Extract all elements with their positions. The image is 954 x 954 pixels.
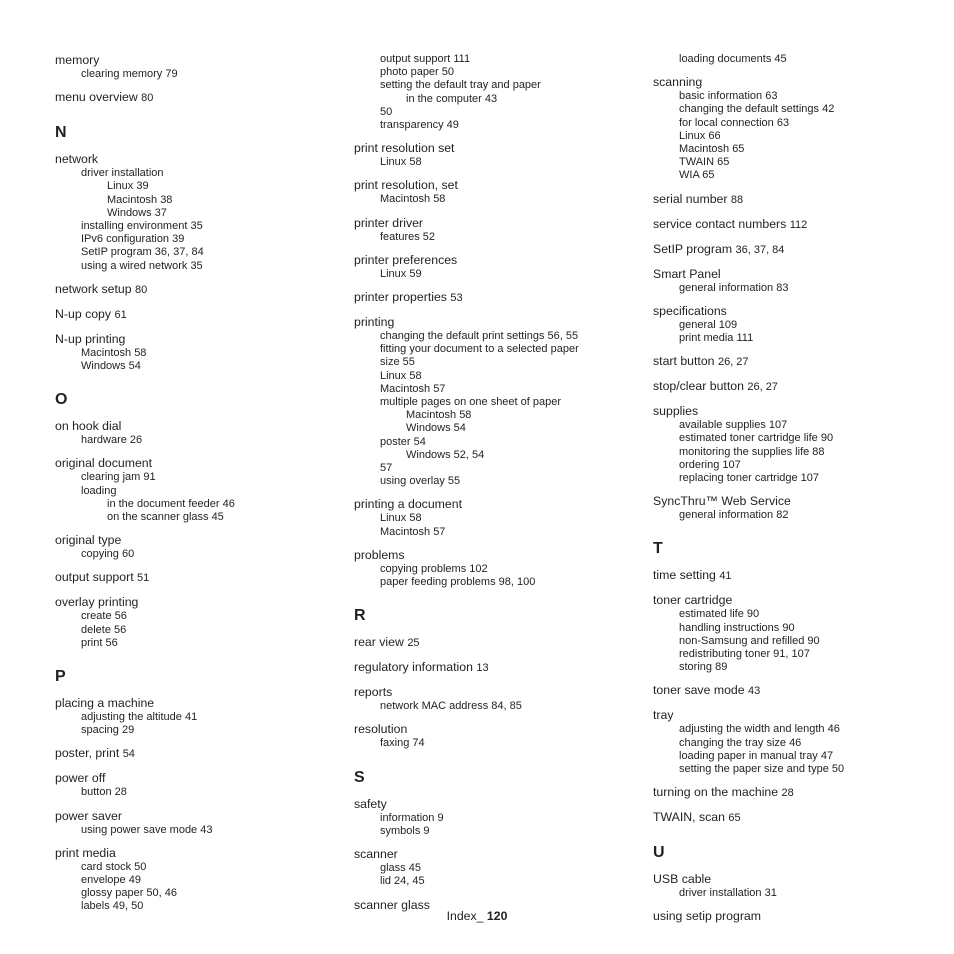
index-term xyxy=(55,90,345,106)
index-subentry: monitoring the supplies life 88 xyxy=(679,445,825,458)
index-term xyxy=(653,593,943,608)
index-subentry: envelope 49 xyxy=(81,874,141,887)
index-subsubentry: Macintosh 38 xyxy=(107,193,173,206)
index-subentry: redistributing toner 91, 107 xyxy=(679,648,810,661)
index-term-label: specifications xyxy=(653,303,727,318)
index-entry xyxy=(653,304,943,345)
index-entry xyxy=(653,683,943,699)
index-term xyxy=(653,242,943,258)
index-entry xyxy=(55,809,345,837)
index-term xyxy=(55,809,345,824)
index-subentry: print media 111 xyxy=(679,332,754,345)
index-term xyxy=(354,216,644,231)
index-term-label: printing a document xyxy=(354,497,463,512)
index-subsubentry: on the scanner glass 45 xyxy=(107,511,224,524)
index-term xyxy=(653,683,943,699)
index-subentry: glass 45 xyxy=(380,862,421,875)
index-subentry: copying problems 102 xyxy=(380,562,488,575)
index-term xyxy=(354,548,644,563)
index-term xyxy=(653,708,943,723)
section-letter: O xyxy=(55,391,68,409)
index-entry xyxy=(653,810,943,826)
index-entry xyxy=(653,267,943,295)
index-term xyxy=(55,595,345,610)
index-term-label: scanner xyxy=(354,847,398,862)
index-term-label: SyncThru™ Web Service xyxy=(653,494,791,509)
index-term xyxy=(653,404,943,419)
index-subentry: information 9 xyxy=(380,811,444,824)
index-subsubentry: in the document feeder 46 xyxy=(107,497,235,510)
index-entry xyxy=(354,635,644,651)
index-subentry: symbols 9 xyxy=(380,824,430,837)
index-term xyxy=(354,141,644,156)
index-subsubentry: Windows 52, 54 xyxy=(406,448,485,461)
index-term xyxy=(354,797,644,812)
index-subentry: paper feeding problems 98, 100 xyxy=(380,576,536,589)
index-subentry: adjusting the width and length 46 xyxy=(679,723,840,736)
index-column-1 xyxy=(55,53,345,923)
index-entry xyxy=(354,497,644,538)
index-term xyxy=(653,494,943,509)
index-entry xyxy=(55,53,345,81)
index-term-label: network xyxy=(55,152,99,167)
index-term xyxy=(653,304,943,319)
index-term xyxy=(653,810,943,826)
index-entry xyxy=(653,192,943,208)
index-subentry: for local connection 63 xyxy=(679,116,790,129)
index-entry xyxy=(55,152,345,273)
index-term-pages: 65 xyxy=(728,812,741,825)
index-entry xyxy=(354,53,644,132)
index-term-label: N-up printing xyxy=(55,331,126,346)
index-term-pages: 88 xyxy=(730,193,744,206)
index-term-label: using setip program xyxy=(653,909,761,924)
index-entry xyxy=(653,785,943,801)
index-term xyxy=(354,290,644,306)
index-subsubentry: Macintosh 58 xyxy=(406,409,472,422)
index-subentry: labels 49, 50 xyxy=(81,900,144,913)
index-subentry: Linux 58 xyxy=(380,156,422,169)
index-subentry: changing the default settings 42 xyxy=(679,103,835,116)
index-term xyxy=(55,456,345,471)
index-entry xyxy=(354,290,644,306)
index-entry xyxy=(653,568,943,584)
index-entry xyxy=(354,253,644,281)
section-letter: P xyxy=(55,668,66,686)
index-subsubentry: Linux 39 xyxy=(107,180,149,193)
index-entry xyxy=(653,354,943,370)
page-number: 120 xyxy=(486,909,508,923)
index-subentry: WIA 65 xyxy=(679,169,715,182)
index-term-pages: 51 xyxy=(137,572,150,585)
index-subentry: setting the paper size and type 50 xyxy=(679,763,845,776)
index-term-label: reports xyxy=(354,685,393,700)
index-subentry: estimated toner cartridge life 90 xyxy=(679,432,834,445)
index-entry xyxy=(354,216,644,244)
index-entry xyxy=(653,494,943,522)
index-subentry: IPv6 configuration 39 xyxy=(81,233,185,246)
index-term-label: network setup xyxy=(55,281,132,296)
index-term-label: printer preferences xyxy=(354,252,458,267)
index-term xyxy=(354,722,644,737)
index-term-label: overlay printing xyxy=(55,595,139,610)
index-entry xyxy=(354,141,644,169)
index-term xyxy=(653,267,943,282)
index-entry xyxy=(653,593,943,674)
index-term xyxy=(354,635,644,651)
index-subentry: Macintosh 57 xyxy=(380,525,446,538)
index-term-label: printer driver xyxy=(354,215,424,230)
index-subentry: fitting your document to a selected paper xyxy=(380,343,579,356)
index-entry xyxy=(55,533,345,561)
index-term-label: menu overview xyxy=(55,90,138,105)
index-term xyxy=(653,568,943,584)
index-term-label: print resolution, set xyxy=(354,178,458,193)
index-subentry: changing the tray size 46 xyxy=(679,736,802,749)
index-term-label: power off xyxy=(55,771,106,786)
index-subentry: storing 89 xyxy=(679,661,728,674)
index-term xyxy=(354,315,644,330)
index-term-label: toner cartridge xyxy=(653,593,733,608)
index-entry xyxy=(55,456,345,524)
index-term-label: resolution xyxy=(354,722,408,737)
index-subentry: copying 60 xyxy=(81,548,135,561)
index-term-label: scanner glass xyxy=(354,897,430,912)
index-entry xyxy=(55,90,345,106)
index-term-pages: 43 xyxy=(748,685,761,698)
index-subentry: create 56 xyxy=(81,610,127,623)
index-term xyxy=(55,332,345,347)
index-entry xyxy=(653,379,943,395)
index-subentry: Macintosh 58 xyxy=(380,193,446,206)
index-subentry: glossy paper 50, 46 xyxy=(81,887,178,900)
index-term-pages: 80 xyxy=(134,283,148,296)
index-subentry: button 28 xyxy=(81,786,127,799)
index-subentry: 50 xyxy=(380,105,393,118)
index-term xyxy=(653,192,943,208)
index-term xyxy=(354,685,644,700)
index-subentry: basic information 63 xyxy=(679,90,778,103)
index-term-label: poster, print xyxy=(55,746,120,761)
index-subentry: using overlay 55 xyxy=(380,475,461,488)
index-entry xyxy=(354,797,644,838)
index-term-label: turning on the machine xyxy=(653,785,779,800)
index-subentry: loading paper in manual tray 47 xyxy=(679,749,834,762)
index-term-pages: 28 xyxy=(781,787,794,800)
index-term-label: USB cable xyxy=(653,872,712,887)
index-entry xyxy=(55,419,345,447)
index-subentry: using power save mode 43 xyxy=(81,823,213,836)
index-term-label: problems xyxy=(354,547,405,562)
index-column-2 xyxy=(354,53,644,922)
index-term-label: rear view xyxy=(354,635,404,650)
index-subentry: changing the default print settings 56, 55 xyxy=(380,330,579,343)
index-subentry: Linux 58 xyxy=(380,369,422,382)
section-letter: T xyxy=(653,540,663,558)
index-subentry: general 109 xyxy=(679,318,738,331)
index-subentry: Macintosh 58 xyxy=(81,346,147,359)
index-entry xyxy=(55,332,345,373)
index-term xyxy=(354,253,644,268)
index-entry xyxy=(354,315,644,488)
index-entry xyxy=(55,307,345,323)
index-entry xyxy=(55,282,345,298)
index-term-pages: 41 xyxy=(719,570,732,583)
index-subentry: Linux 66 xyxy=(679,129,721,142)
index-subentry: installing environment 35 xyxy=(81,220,203,233)
index-term-pages: 26, 27 xyxy=(717,356,749,369)
index-term-label: tray xyxy=(653,708,674,723)
index-term-label: original type xyxy=(55,533,122,548)
index-term-pages: 25 xyxy=(407,637,420,650)
index-term xyxy=(55,533,345,548)
index-subentry: photo paper 50 xyxy=(380,66,455,79)
index-subentry: adjusting the altitude 41 xyxy=(81,711,198,724)
index-subentry: setting the default tray and paper xyxy=(380,79,541,92)
index-entry xyxy=(653,708,943,776)
index-term-label: print media xyxy=(55,845,116,860)
index-term xyxy=(354,847,644,862)
index-term-label: power saver xyxy=(55,808,122,823)
section-letter: U xyxy=(653,844,665,862)
index-term xyxy=(55,53,345,68)
index-term-label: scanning xyxy=(653,75,703,90)
section-letter: R xyxy=(354,607,366,625)
index-subsubentry: in the computer 43 xyxy=(406,92,498,105)
index-entry xyxy=(354,847,644,888)
index-subentry: size 55 xyxy=(380,356,415,369)
index-entry xyxy=(55,846,345,914)
index-term xyxy=(653,217,943,233)
index-term-label: regulatory information xyxy=(354,660,473,675)
index-subentry: lid 24, 45 xyxy=(380,875,425,888)
index-term xyxy=(653,785,943,801)
index-subentry: 57 xyxy=(380,462,393,475)
index-term-pages: 61 xyxy=(114,308,127,321)
index-term-label: Smart Panel xyxy=(653,266,721,281)
index-subentry: Windows 54 xyxy=(81,360,141,373)
index-subentry: TWAIN 65 xyxy=(679,156,730,169)
index-subentry: SetIP program 36, 37, 84 xyxy=(81,246,204,259)
index-term-label: stop/clear button xyxy=(653,379,744,394)
index-term xyxy=(55,419,345,434)
index-term-label: time setting xyxy=(653,568,716,583)
index-subentry: available supplies 107 xyxy=(679,419,788,432)
index-subentry: loading xyxy=(81,484,117,497)
index-term-pages: 112 xyxy=(789,218,808,231)
index-term-label: TWAIN, scan xyxy=(653,810,725,825)
index-term-pages: 54 xyxy=(122,748,135,761)
index-entry xyxy=(55,595,345,650)
index-entry xyxy=(55,570,345,586)
index-entry xyxy=(354,660,644,676)
index-subentry: Linux 59 xyxy=(380,267,422,280)
index-term-pages: 80 xyxy=(141,92,154,105)
index-term-label: placing a machine xyxy=(55,696,155,711)
index-subentry: poster 54 xyxy=(380,435,426,448)
index-term xyxy=(653,379,943,395)
index-subentry: features 52 xyxy=(380,230,436,243)
index-subentry: faxing 74 xyxy=(380,737,425,750)
index-term-label: SetIP program xyxy=(653,241,733,256)
index-term xyxy=(354,660,644,676)
section-letter: N xyxy=(55,124,67,142)
index-term xyxy=(354,178,644,193)
index-entry xyxy=(653,872,943,900)
index-term-label: print resolution set xyxy=(354,141,455,156)
index-subentry: loading documents 45 xyxy=(679,53,787,65)
index-term-label: supplies xyxy=(653,404,699,419)
index-subentry: Linux 58 xyxy=(380,512,422,525)
index-term-label: toner save mode xyxy=(653,683,745,698)
index-subsubentry: Windows 54 xyxy=(406,422,466,435)
index-subentry: transparency 49 xyxy=(380,119,459,132)
index-term-label: N-up copy xyxy=(55,306,112,321)
index-subentry: multiple pages on one sheet of paper xyxy=(380,396,562,409)
index-term-label: service contact numbers xyxy=(653,216,787,231)
index-subentry: Macintosh 57 xyxy=(380,382,446,395)
index-term-label: original document xyxy=(55,456,153,471)
index-subentry: clearing memory 79 xyxy=(81,68,178,80)
index-subentry: Macintosh 65 xyxy=(679,143,745,156)
index-term xyxy=(55,696,345,711)
index-subentry: replacing toner cartridge 107 xyxy=(679,472,820,485)
index-term-label: memory xyxy=(55,53,100,67)
index-subentry: estimated life 90 xyxy=(679,608,760,621)
footer-label: Index_ xyxy=(446,909,487,923)
index-term-pages: 53 xyxy=(450,292,463,305)
index-subentry: hardware 26 xyxy=(81,434,143,447)
index-term-pages: 36, 37, 84 xyxy=(735,243,785,256)
index-subentry: network MAC address 84, 85 xyxy=(380,700,522,713)
index-subentry: delete 56 xyxy=(81,623,127,636)
index-subentry: handling instructions 90 xyxy=(679,621,795,634)
index-subentry: clearing jam 91 xyxy=(81,471,156,484)
index-subentry: output support 111 xyxy=(380,53,471,65)
index-subentry: spacing 29 xyxy=(81,724,135,737)
index-term-label: output support xyxy=(55,570,134,585)
index-entry xyxy=(653,53,943,66)
index-term-label: printer properties xyxy=(354,290,447,305)
index-entry xyxy=(55,746,345,762)
index-subentry: ordering 107 xyxy=(679,458,741,471)
index-subsubentry: Windows 37 xyxy=(107,206,167,219)
index-entry xyxy=(354,178,644,206)
index-term-label: printing xyxy=(354,315,395,330)
index-term xyxy=(55,307,345,323)
index-term-label: on hook dial xyxy=(55,419,122,434)
index-subentry: driver installation xyxy=(81,167,164,180)
index-entry xyxy=(354,722,644,750)
index-term xyxy=(354,497,644,512)
index-entry xyxy=(653,242,943,258)
index-column-3 xyxy=(653,53,943,933)
index-subentry: using a wired network 35 xyxy=(81,259,203,272)
index-subentry: card stock 50 xyxy=(81,860,147,873)
index-term xyxy=(653,872,943,887)
index-term xyxy=(55,846,345,861)
index-term-label: serial number xyxy=(653,191,728,206)
index-term-label: start button xyxy=(653,354,715,369)
index-subentry: general information 83 xyxy=(679,281,789,294)
index-subentry: driver installation 31 xyxy=(679,887,777,900)
index-term xyxy=(653,75,943,90)
index-entry xyxy=(354,685,644,713)
index-term xyxy=(55,771,345,786)
section-letter: S xyxy=(354,768,365,786)
index-term xyxy=(55,570,345,586)
index-term-pages: 26, 27 xyxy=(747,381,778,394)
page-footer xyxy=(0,909,954,923)
index-entry xyxy=(55,696,345,737)
index-entry xyxy=(55,771,345,799)
index-entry xyxy=(653,217,943,233)
index-term-pages: 13 xyxy=(476,662,489,675)
index-term-label: safety xyxy=(354,796,387,811)
index-entry xyxy=(653,75,943,182)
index-term xyxy=(55,282,345,298)
index-subentry: general information 82 xyxy=(679,509,789,522)
index-subentry: non-Samsung and refilled 90 xyxy=(679,634,820,647)
index-subentry: print 56 xyxy=(81,636,118,649)
index-term xyxy=(55,746,345,762)
index-entry xyxy=(354,548,644,589)
index-term xyxy=(55,152,345,167)
index-entry xyxy=(653,404,943,485)
index-term xyxy=(653,354,943,370)
